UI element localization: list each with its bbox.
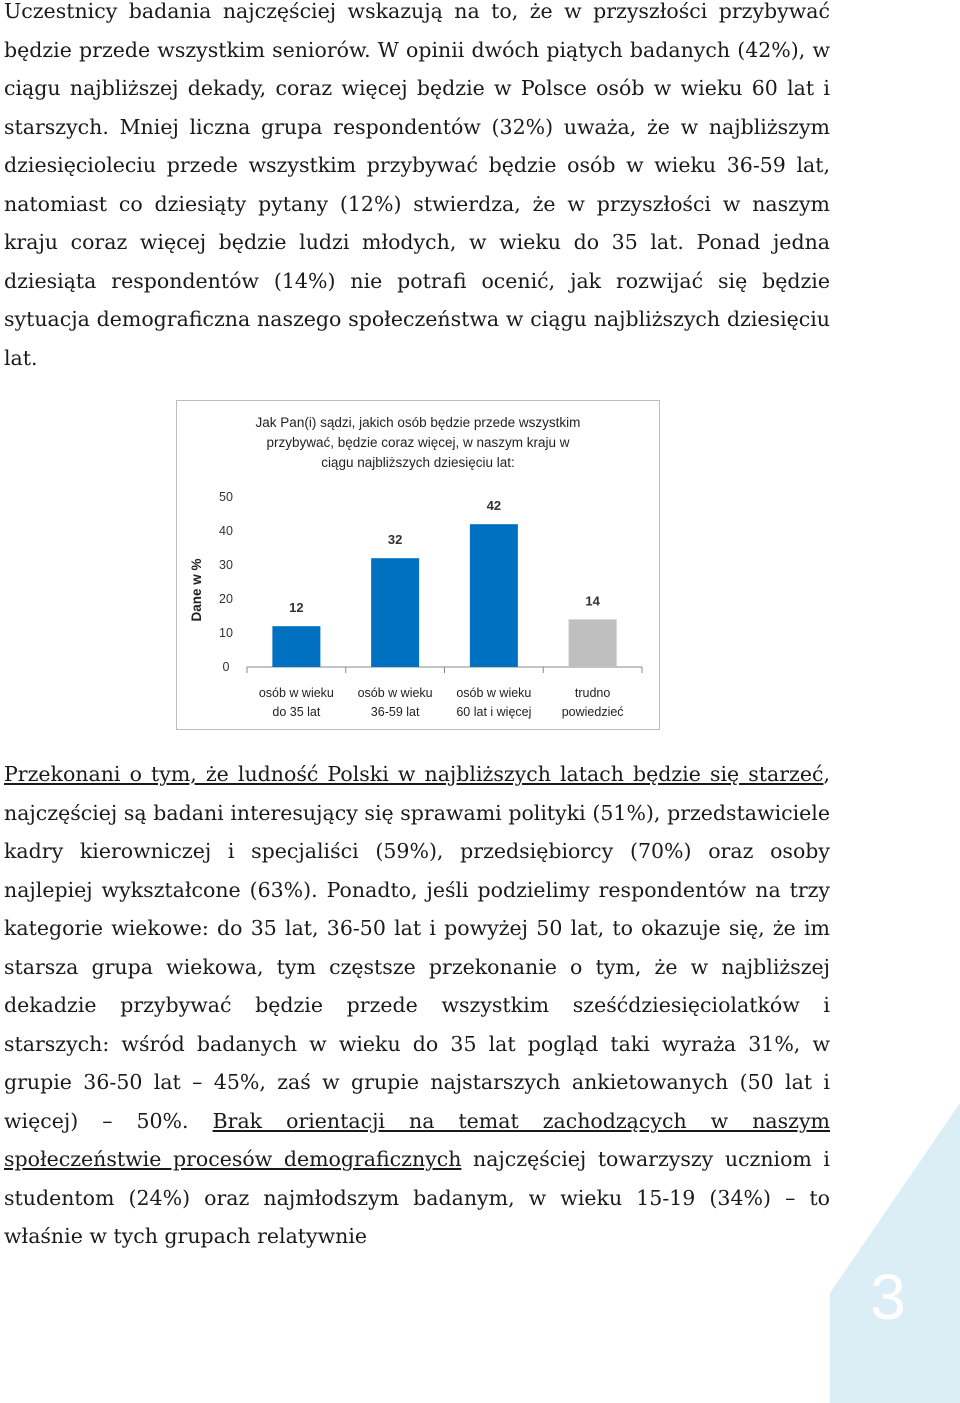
chart-title-line: ciągu najbliższych dziesięciu lat: [321, 455, 515, 470]
x-tick-label: trudno [574, 686, 611, 700]
x-tick-label: 36-59 lat [370, 705, 420, 719]
x-tick-label: osób w wieku [456, 686, 532, 700]
y-tick-label: 50 [219, 490, 233, 504]
bar-chart [176, 400, 660, 730]
paragraph-1: Uczestnicy badania najczęściej wskazują na to, że w przyszłości przybywać będzie przede wszystkim seniorów. W opinii dwóch piątych badanych (42%), w ciągu najbliższej dekady, coraz więcej będzie w Polsce osób w wieku 60 lat i starszych. Mniej liczna grupa respondentów (32%) uważa, że w najbliższym dziesięcioleciu przede wszystkim przybywać będzie osób w wieku 36-59 lat, natomiast co dziesiąty pytany (12%) stwierdza, że w przyszłości w naszym kraju coraz więcej będzie ludzi młodych, w wieku do 35 lat. Ponad jedna dziesiąta respondentów (14%) nie potrafi ocenić, jak rozwijać się będzie sytuacja demograficzna naszego społeczeństwa w ciągu najbliższych dziesięciu lat. [4, 0, 830, 370]
data-label: 14 [585, 593, 600, 609]
underlined-phrase-2: Brak orientacji na temat zachodzących w naszym społeczeństwie procesów demograficznych [4, 1108, 830, 1171]
x-tick-label: 60 lat i więcej [456, 705, 532, 719]
data-label: 42 [486, 498, 502, 514]
y-tick-label: 40 [219, 524, 233, 538]
y-tick-label: 10 [219, 626, 233, 640]
y-axis-label: Dane w % [189, 558, 204, 622]
data-label: 12 [289, 600, 304, 616]
underlined-phrase-1: Przekonani o tym, że ludność Polski w najbliższych latach będzie się starzeć [4, 762, 824, 786]
paragraph-2-body-2: najczęściej towarzyszy uczniom i studentom (24%) oraz najmłodszym badanym, w wieku 15-19 (34%) – to właśnie w tych grupach relatywnie [4, 1147, 830, 1248]
bar [569, 619, 617, 667]
paragraph-2-body-1: , najczęściej są badani interesujący się sprawami polityki (51%), przedstawiciele kadry kierowniczej i specjaliści (59%), przedsiębiorcy (70%) oraz osoby najlepiej wykształcone (63%). Ponadto, jeśli podzielimy respondentów na trzy kategorie wiekowe: do 35 lat, 36-50 lat i powyżej 50 lat, to okazuje się, że im starsza grupa wiekowa, tym częstsze przekonanie o tym, że w najbliższej dekadzie przybywać będzie przede wszystkim sześćdziesięciolatków i starszych: wśród badanych w wieku do 35 lat pogląd taki wyraża 31%, w grupie 36-50 lat – 45%, zaś w grupie najstarszych ankietowanych (50 lat i więcej) – 50%. [4, 762, 830, 1133]
bar [371, 558, 419, 667]
chart-title [177, 413, 659, 473]
y-tick-label: 0 [222, 660, 230, 674]
bar [272, 626, 320, 667]
chart-title-line: Jak Pan(i) sądzi, jakich osób będzie przede wszystkim [255, 415, 581, 430]
x-tick-label: do 35 lat [272, 705, 321, 719]
bar [470, 524, 518, 667]
page-number: 3 [870, 1261, 906, 1333]
chart-title-line: przybywać, będzie coraz więcej, w naszym kraju w [266, 435, 570, 450]
x-tick-label: osób w wieku [357, 686, 433, 700]
page-corner-decoration [830, 1103, 960, 1403]
y-tick-label: 20 [219, 592, 233, 606]
y-tick-label: 30 [219, 558, 233, 572]
data-label: 32 [387, 532, 403, 548]
x-tick-label: powiedzieć [561, 705, 624, 719]
paragraph-2 [4, 755, 830, 1256]
x-tick-label: osób w wieku [258, 686, 334, 700]
